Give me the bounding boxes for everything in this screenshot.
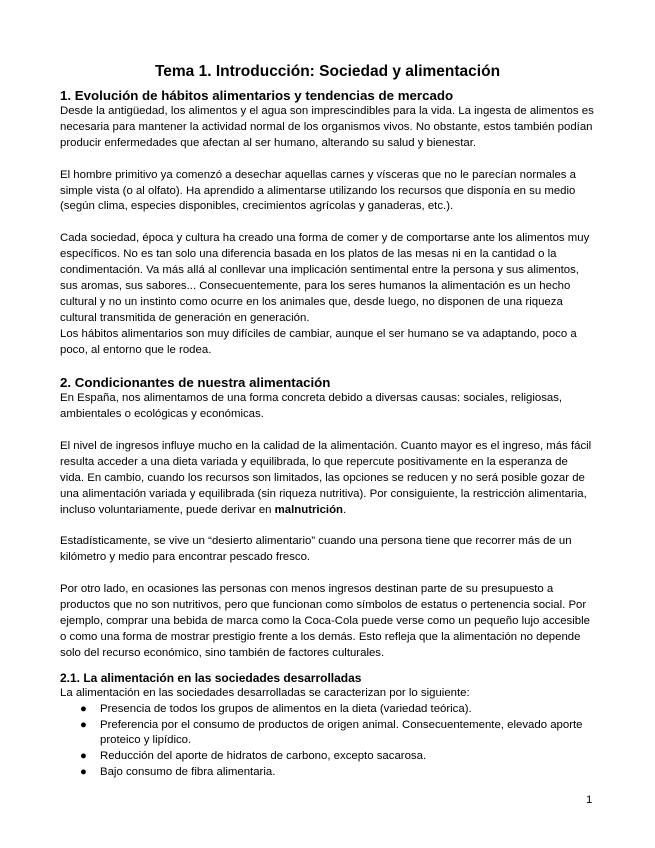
bullet-icon: ● [80, 750, 87, 763]
section-2-paragraph-4: Por otro lado, en ocasiones las personas con menos ingresos destinan parte de su presupuesto a productos que no son nutritivos, pero que funcionan como símbolos de estatus o pertenencia social. Por ejemplo, comprar una bebida de marca como la Coca-Cola puede verse como un pequeño lujo accesible o como una forma de mostrar prestigio frente a los demás. Esto refleja que la alimentación no depende solo del recurso económico, sino también de factores culturales. [60, 583, 590, 659]
bullet-icon: ● [80, 766, 87, 779]
list-item-text: Preferencia por el consumo de productos de origen animal. Consecuentemente, elevado aporte proteico y lipídico. [100, 718, 583, 747]
page-number: 1 [586, 794, 593, 806]
section-1-heading: 1. Evolución de hábitos alimentarios y tendencias de mercado [60, 88, 454, 103]
section-2-paragraph-2 [60, 439, 595, 519]
section-2-paragraph-3: Estadísticamente, se vive un “desierto alimentario” cuando una persona tiene que recorrer más de un kilómetro y medio para encontrar pescado fresco. [60, 535, 572, 564]
list-item [80, 702, 595, 718]
income-text-end: . [343, 503, 347, 516]
section-2-paragraph-1: En España, nos alimentamos de una forma concreta debido a diversas causas: sociales, religiosas, ambientales o ecológicas y económicas. [60, 392, 563, 421]
list-item [80, 765, 595, 781]
section-1-paragraph-1: Desde la antigüedad, los alimentos y el agua son imprescindibles para la vida. La ingesta de alimentos es necesaria para mantener la actividad normal de los organismos vivos. No obstante, estos también podían producir enfermedades que afectan al ser humano, alterando su salud y bienestar. [60, 105, 594, 149]
bullet-icon: ● [80, 702, 87, 715]
section-1-paragraph-4: Los hábitos alimentarios son muy difíciles de cambiar, aunque el ser humano se va adaptando, poco a poco, al entorno que le rodea. [60, 327, 577, 356]
section-1-paragraph-2: El hombre primitivo ya comenzó a desechar aquellas carnes y vísceras que no le parecían normales a simple vista (o al olfato). Ha aprendido a alimentarse utilizando los recursos que disponía en su medio (según clima, especies disponibles, crecimientos agrícolas y ganaderas, etc.). [60, 168, 577, 213]
malnutrition-term: malnutrición [274, 503, 344, 516]
list-item-text: Bajo consumo de fibra alimentaria. [100, 766, 276, 779]
section-1-paragraph-3: Cada sociedad, época y cultura ha creado una forma de comer y de comportarse ante los alimentos muy específicos. No es tan solo una diferencia basada en los platos de las mesas ni en la cantidad o la condimentación. Va más allá al conllevar una implicación sentimental entre la persona y sus alimentos, sus aromas, sus sabores... Consecuentemente, para los seres humanos la alimentación es un hecho cultural y no un instinto como ocurre en los animales que, desde luego, no disponen de una riqueza cultural transmitida de generación en generación. [60, 232, 590, 324]
list-item [80, 718, 595, 750]
list-item [80, 749, 595, 765]
document-title: Tema 1. Introducción: Sociedad y alimentación [154, 63, 501, 80]
bullet-icon: ● [80, 718, 87, 731]
characteristics-list [60, 702, 595, 782]
section-2-1-heading: 2.1. La alimentación en las sociedades desarrolladas [60, 670, 362, 685]
list-item-text: Reducción del aporte de hidratos de carbono, excepto sacarosa. [100, 750, 427, 763]
section-2-heading: 2. Condicionantes de nuestra alimentación [60, 375, 331, 391]
income-text: El nivel de ingresos influye mucho en la calidad de la alimentación. Cuanto mayor es el ingreso, más fácil resulta acceder a una dieta variada y equilibrada, lo que repercute positivamente en la esperanza de vida. En cambio, cuando los recursos son limitados, las opciones se reducen y no será posible gozar de una alimentación variada y equilibrada (sin riqueza nutritiva). Por consiguiente, la restricción alimentaria, incluso voluntariamente, puede derivar en [60, 440, 592, 516]
section-2-1-intro: La alimentación en las sociedades desarrolladas se caracterizan por lo siguiente: [60, 686, 470, 699]
document-page [60, 62, 595, 781]
list-item-text: Presencia de todos los grupos de alimentos en la dieta (variedad teórica). [100, 702, 472, 715]
